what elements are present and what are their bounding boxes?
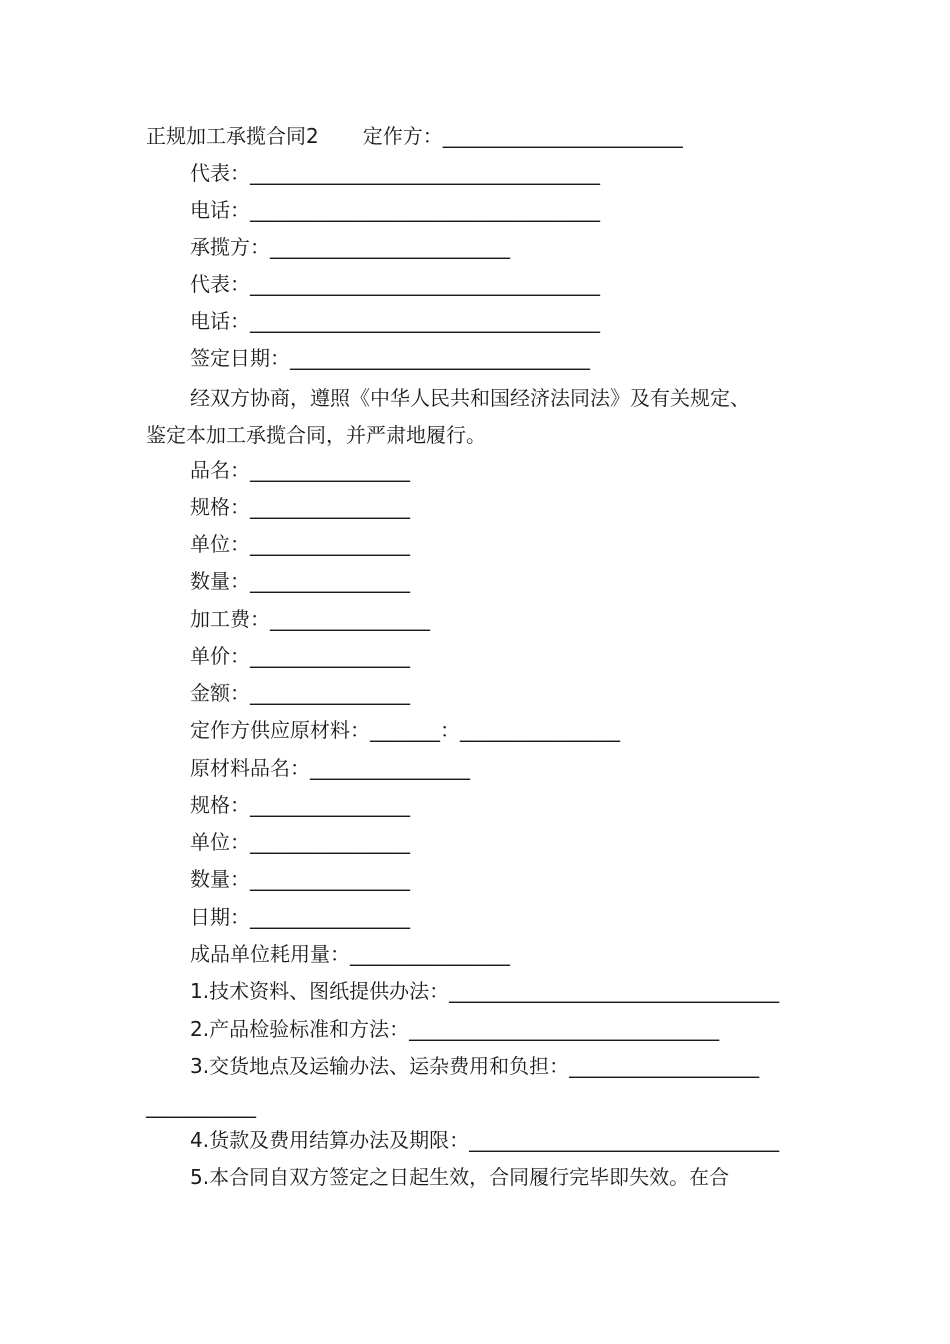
- title-line: [146, 118, 950, 155]
- raw-material-quantity-field: 数量：________________: [190, 867, 410, 891]
- orderer-field: 定作方：________________________: [362, 124, 683, 148]
- contractor-representative-field: 代表：___________________________________: [190, 272, 600, 296]
- raw-material-spec-field: 规格：________________: [190, 793, 410, 817]
- raw-material-supply-field: 定作方供应原材料：_______：________________: [190, 718, 620, 742]
- clause-3: 3.交货地点及运输办法、运杂费用和负担：___________________: [190, 1054, 760, 1078]
- raw-material-date-field: 日期：________________: [190, 905, 410, 929]
- contractor-phone-field: 电话：___________________________________: [190, 309, 600, 333]
- clause-4: 4.货款及费用结算办法及期限：_______________________________: [190, 1128, 780, 1152]
- raw-material-name-field: 原材料品名：________________: [190, 756, 470, 780]
- product-name-field: 品名：________________: [190, 458, 410, 482]
- document-title: 正规加工承揽合同2: [146, 124, 319, 148]
- processing-fee-field: 加工费：________________: [190, 607, 430, 631]
- clause-3-cont: ___________: [146, 1094, 256, 1118]
- clause-2: 2.产品检验标准和方法：_______________________________: [190, 1017, 720, 1041]
- contractor-field: 承揽方：________________________: [190, 235, 510, 259]
- preamble-paragraph: 经双方协商，遵照《中华人民共和国经济法同法》及有关规定、: [190, 386, 750, 410]
- amount-field: 金额：________________: [190, 681, 410, 705]
- unit-price-field: 单价：________________: [190, 644, 410, 668]
- preamble-paragraph-cont: 鉴定本加工承揽合同，并严肃地履行。: [146, 423, 486, 447]
- spec-field: 规格：________________: [190, 495, 410, 519]
- orderer-phone-field: 电话：___________________________________: [190, 198, 600, 222]
- unit-consumption-field: 成品单位耗用量：________________: [190, 942, 510, 966]
- quantity-field: 数量：________________: [190, 569, 410, 593]
- orderer-representative-field: 代表：___________________________________: [190, 161, 600, 185]
- clause-1: 1.技术资料、图纸提供办法：_________________________________: [190, 979, 780, 1003]
- clause-5: 5.本合同自双方签定之日起生效，合同履行完毕即失效。在合: [190, 1165, 730, 1189]
- unit-field: 单位：________________: [190, 532, 410, 556]
- raw-material-unit-field: 单位：________________: [190, 830, 410, 854]
- signing-date-field: 签定日期：______________________________: [190, 346, 590, 370]
